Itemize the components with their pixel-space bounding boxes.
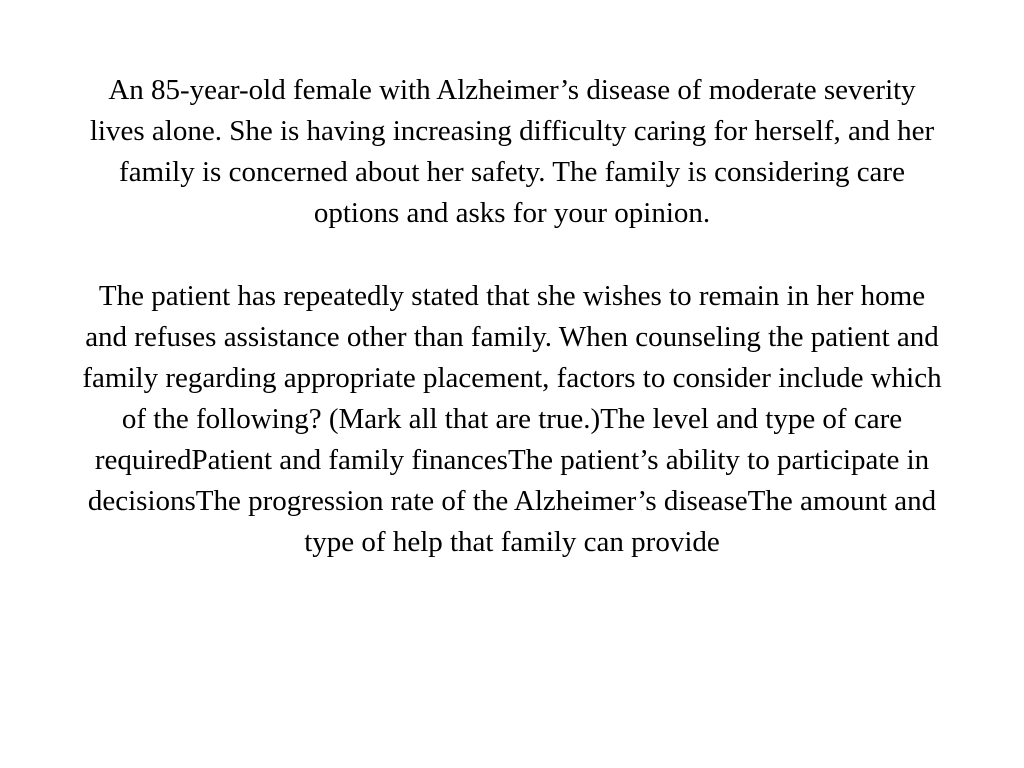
question-paragraph: The patient has repeatedly stated that she wishes to remain in her home and refuses assistance other than family. When counseling the patient and family regarding appropriate placement, factors to consider include which of the following? (Mark all that are true.)The level and type of care requiredPatient and family financesThe patient’s ability to participate in decisionsThe progression rate of the Alzheimer’s diseaseThe amount and type of help that family can provide [82,280,942,558]
case-description-paragraph: An 85-year-old female with Alzheimer’s disease of moderate severity lives alone. She is having increasing difficulty caring for herself, and her family is concerned about her safety. The family is considering care options and asks for your opinion. [89,74,935,229]
